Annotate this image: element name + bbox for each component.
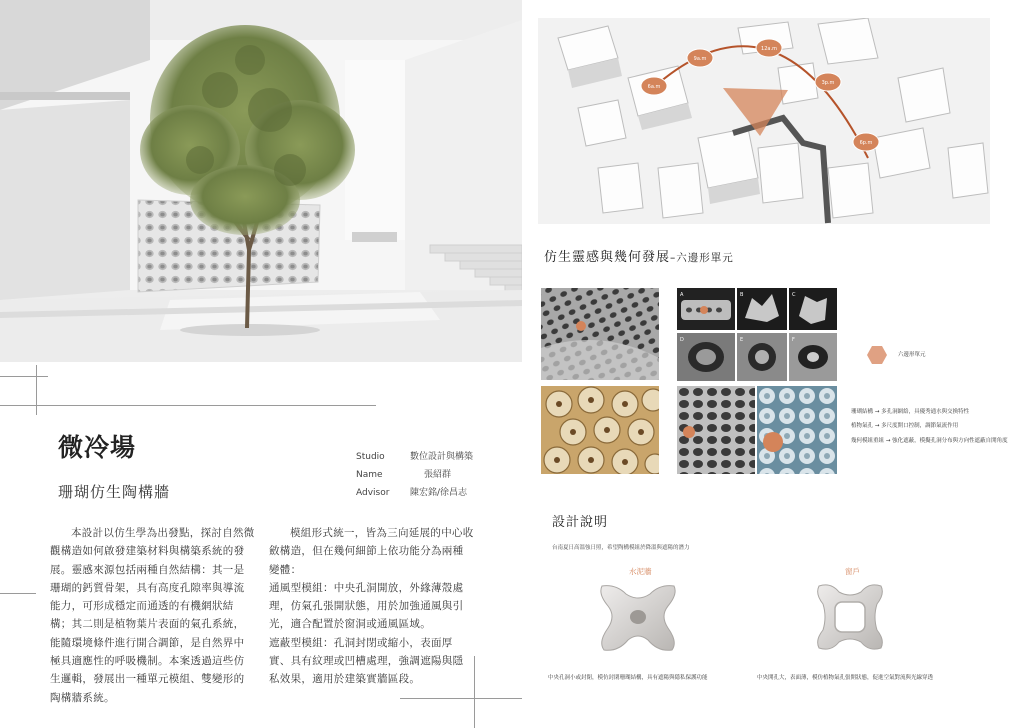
name-key: Name bbox=[356, 470, 383, 480]
studio-key: Studio bbox=[356, 452, 385, 462]
body-paragraph: 本設計以仿生學為出發點，探討自然微觀構造如何啟發建築材料與構築系統的發展。靈感來源包括兩種自然結構：其一是珊瑚的鈣質骨架，具有高度孔隙率與導流能力，可形成穩定而通透的有機網狀結構；其二則是植物葉片表面的氣孔系統，能隨環境條件進行開合調節，是自然界中極具適應性的呼吸機制。本案透過這些仿生邏輯，發展出一種單元模組、雙變形的陶構牆系統。 bbox=[50, 527, 255, 704]
name-value: 張紹群 bbox=[424, 470, 452, 480]
coral-photo-2 bbox=[541, 386, 659, 474]
hero-render bbox=[0, 0, 522, 362]
module-2-label: 窗戶 bbox=[845, 567, 860, 576]
courtyard-render-image bbox=[0, 0, 522, 362]
site-map-image bbox=[538, 18, 990, 224]
body-paragraph: 通風型模組：中央孔洞開放，外緣薄殼處理，仿氣孔張開狀態，用於加強通風與引光，適合配置於窗洞或通風區域。 bbox=[269, 581, 464, 631]
body-column-2 bbox=[269, 524, 474, 689]
credit-studio bbox=[356, 449, 473, 462]
panel-letter: B bbox=[740, 292, 744, 298]
module-1-description: 中央孔洞小或封閉，模仿封閉珊瑚結構，具有遮陽與隱私保護功能 bbox=[548, 675, 708, 681]
panel-letter: F bbox=[792, 337, 795, 343]
body-paragraph: 遮蔽型模組：孔洞封閉或縮小，表面厚實、具有紋理或凹槽處理，強調遮陽與隱私效果，適用於建築實牆區段。 bbox=[269, 636, 464, 686]
sem-panel-b bbox=[737, 288, 787, 330]
sem-panel-c bbox=[789, 288, 837, 330]
rule-left-top bbox=[0, 376, 48, 377]
advisor-key: Advisor bbox=[356, 488, 390, 498]
sem-panel-e bbox=[737, 333, 787, 381]
body-column-1 bbox=[50, 524, 255, 707]
sun-point-label: 6a.m bbox=[647, 84, 661, 90]
panel-letter: E bbox=[740, 337, 744, 343]
site-sun-path-map bbox=[538, 18, 990, 224]
design-title: 設計說明 bbox=[552, 515, 609, 530]
design-note: 台南夏日高溫強日照，希望陶構模組於降溫與遮陽的潛力 bbox=[552, 545, 690, 551]
module-1-label: 水泥牆 bbox=[629, 567, 652, 576]
rule-bottom bbox=[0, 593, 36, 594]
rule-bottom-vertical bbox=[474, 656, 475, 728]
inspiration-note: 植物氣孔 → 多尺度開口控制，調節氣流作用 bbox=[851, 423, 959, 429]
project-subtitle: 珊瑚仿生陶構牆 bbox=[58, 483, 171, 501]
inspiration-note: 珊瑚結構 → 多孔洞網絡，具優秀通水與交換特性 bbox=[851, 409, 970, 415]
sem-panel-g bbox=[677, 386, 755, 474]
module-closed-image bbox=[596, 580, 680, 654]
inspiration-title bbox=[544, 246, 734, 265]
sun-point-label: 3p.m bbox=[821, 80, 835, 86]
inspiration-title-suffix: –六邊形單元 bbox=[670, 252, 734, 264]
module-2-description: 中央開孔大，表面薄，模仿植物氣孔張開狀態，促進空氣對流與光線穿透 bbox=[757, 675, 934, 681]
rule-title bbox=[0, 405, 376, 406]
sem-panel-d bbox=[677, 333, 735, 381]
rule-bottom-right bbox=[400, 698, 522, 699]
studio-value: 數位設計與構築 bbox=[410, 452, 474, 462]
sem-panel-f bbox=[789, 333, 837, 381]
module-open-image bbox=[813, 580, 887, 654]
sem-panel-a bbox=[677, 288, 735, 330]
panel-letter: C bbox=[792, 292, 796, 298]
inspiration-note: 幾何模組重組 → 強化遮蔽，模擬孔洞分布與方向性遮蔽自開角度 bbox=[851, 438, 1008, 444]
sun-point-label: 12a.m bbox=[761, 46, 777, 52]
credit-name bbox=[356, 467, 451, 480]
hexagon-unit-icon bbox=[866, 345, 888, 365]
credit-advisor bbox=[356, 485, 467, 498]
sem-panel-h bbox=[757, 386, 837, 474]
panel-letter: A bbox=[680, 292, 684, 298]
rule-left-vertical bbox=[36, 365, 37, 415]
project-title: 微冷場 bbox=[58, 433, 137, 462]
coral-photo-1 bbox=[541, 288, 659, 380]
sun-point-label: 9a.m bbox=[693, 56, 707, 62]
body-paragraph: 模組形式統一，皆為三向延展的中心收斂構造，但在幾何細節上依功能分為兩種變體： bbox=[269, 527, 474, 576]
sun-point-label: 6p.m bbox=[859, 140, 873, 146]
hexagon-unit-label: 六邊形單元 bbox=[898, 352, 926, 358]
panel-letter: D bbox=[680, 337, 684, 343]
advisor-value: 陳宏銘/徐昌志 bbox=[410, 488, 468, 498]
inspiration-title-main: 仿生靈感與幾何發展 bbox=[544, 250, 671, 265]
